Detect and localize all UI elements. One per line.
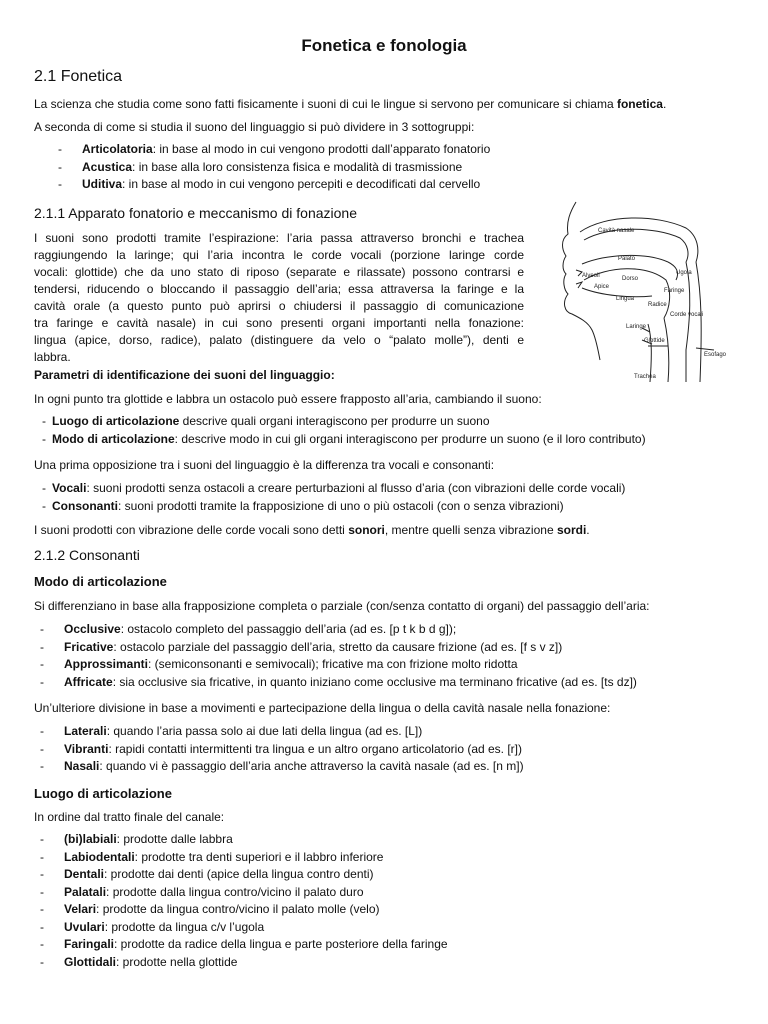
- desc: : quando l’aria passa solo ai due lati della lingua (ad es. [L]): [106, 724, 423, 738]
- list-item: - Glottidali: prodotte nella glottide: [40, 954, 238, 969]
- list-item: - Nasali: quando vi è passaggio dell’aria anche attraverso la cavità nasale (ad es. [n m]): [40, 759, 524, 773]
- desc: descrive quali organi interagiscono per produrre un suono: [179, 414, 490, 428]
- section-2-1-2-heading: 2.1.2 Consonanti: [34, 547, 140, 563]
- sottogruppi-list: [58, 141, 490, 194]
- vocal-tract-svg: [536, 200, 734, 385]
- modo-intro: Si differenziano in base alla frapposizione completa o parziale (con/senza contatto di organi) del passaggio dell’aria:: [34, 599, 650, 613]
- page-title: Fonetica e fonologia: [301, 36, 467, 55]
- term: Articolatoria: [82, 142, 153, 156]
- list-item: - Velari: prodotte da lingua contro/vicino il palato molle (velo): [40, 902, 380, 916]
- modo-list: [40, 621, 637, 691]
- term-fonetica: fonetica: [616, 97, 663, 111]
- label-corde-vocali: Corde vocali: [670, 312, 704, 318]
- term: Fricative: [64, 639, 114, 654]
- label-laringe: Laringe: [626, 324, 647, 330]
- term: Faringali: [64, 937, 115, 951]
- term: Approssimanti: [64, 657, 149, 671]
- opposizione-intro: Una prima opposizione tra i suoni del linguaggio è la differenza tra vocali e consonanti:: [34, 458, 495, 472]
- term: Affricate: [64, 674, 113, 689]
- term: Dentali: [64, 867, 105, 881]
- list-item: - Vibranti: rapidi contatti intermittenti tra lingua e un altro organo articolatorio (ad es. [r]): [40, 741, 523, 756]
- list-item: - Affricate: sia occlusive sia fricative, in quanto iniziano come occlusive ma terminano fricative (ad es. [ts dz]): [40, 674, 637, 689]
- desc: : prodotte dai denti (apice della lingua contro denti): [104, 867, 374, 881]
- vocal-tract-diagram: [536, 200, 734, 385]
- desc: : in base al modo in cui vengono prodotti dall’apparato fonatorio: [152, 142, 491, 156]
- list-item: - Acustica: in base alla loro consistenza fisica e modalità di trasmissione: [58, 159, 463, 174]
- term: Vibranti: [64, 741, 109, 756]
- term: Luogo di articolazione: [52, 414, 180, 428]
- label-lingua: Lingua: [616, 296, 635, 302]
- desc: : in base alla loro consistenza fisica e modalità di trasmissione: [132, 159, 463, 174]
- section-2-1-1-heading: 2.1.1 Apparato fonatorio e meccanismo di fonazione: [34, 205, 357, 221]
- list-item: - Consonanti: suoni prodotti tramite la frapposizione di uno o più ostacoli (con o senza vibrazioni): [42, 498, 564, 513]
- sottogruppi-intro: A seconda di come si studia il suono del linguaggio si può dividere in 3 sottogruppi:: [34, 120, 475, 134]
- term: Palatali: [64, 884, 107, 899]
- desc: : ostacolo parziale del passaggio dell’aria, stretto da causare frizione (ad es. [f s v z]): [113, 639, 563, 654]
- luogo-heading: Luogo di articolazione: [34, 786, 172, 801]
- text: .: [662, 97, 667, 111]
- list-item: - Approssimanti: (semiconsonanti e semivocali); fricative ma con frizione molto ridotta: [40, 657, 518, 671]
- modo-heading: Modo di articolazione: [34, 574, 167, 589]
- sonori-sordi: [34, 522, 744, 539]
- label-cavita-nasale: Cavità nasale: [598, 228, 635, 234]
- list-item: - Vocali: suoni prodotti senza ostacoli a creare perturbazioni al flusso d’aria (con vibrazioni delle corde vocali): [42, 481, 626, 495]
- term: (bi)labiali: [64, 832, 117, 846]
- desc: : prodotte da radice della lingua e parte posteriore della faringe: [114, 937, 448, 951]
- list-item: - Uvulari: prodotte da lingua c/v l’ugola: [40, 919, 265, 934]
- desc: : quando vi è passaggio dell’aria anche attraverso la cavità nasale (ad es. [n m]): [99, 759, 524, 773]
- line: vocali: glottide) che da uno stato di riposo (separate e rilassate) possono contrarsi e: [34, 265, 524, 279]
- term: Occlusive: [64, 622, 121, 636]
- term: Consonanti: [52, 498, 118, 513]
- label-faringe: Faringe: [664, 288, 685, 294]
- parametri-list: [34, 413, 646, 448]
- list-item: - Faringali: prodotte da radice della lingua e parte posteriore della faringe: [40, 937, 448, 951]
- list-item: - (bi)labiali: prodotte dalle labbra: [40, 832, 233, 846]
- desc: : prodotte da lingua c/v l’ugola: [104, 919, 265, 934]
- line: labbra.: [34, 350, 71, 364]
- desc: : ostacolo completo del passaggio dell’aria (ad es. [p t k b d g]);: [120, 622, 457, 636]
- luogo-intro: In ordine dal tratto finale del canale:: [34, 810, 225, 824]
- term: Uditiva: [82, 177, 123, 191]
- list-item: - Laterali: quando l’aria passa solo ai due lati della lingua (ad es. [L]): [40, 724, 423, 738]
- desc: : prodotte dalle labbra: [116, 832, 233, 846]
- desc: : prodotte da lingua contro/vicino il palato molle (velo): [96, 902, 380, 916]
- line: cavità orale (a questo punto può aprirsi o chiudersi il passaggio di comunicazione: [34, 299, 524, 313]
- section-2-1-heading: 2.1 Fonetica: [34, 68, 123, 85]
- term: Glottidali: [64, 954, 116, 969]
- text: La scienza che studia come sono fatti fisicamente i suoni di cui le lingue si servono per comunicare si chiama: [34, 97, 617, 111]
- opposizione-list: [34, 480, 625, 515]
- desc: : suoni prodotti senza ostacoli a creare perturbazioni al flusso d’aria (con vibrazioni delle corde vocali): [86, 481, 626, 495]
- desc: : rapidi contatti intermittenti tra lingua e un altro organo articolatorio (ad es. [r]): [108, 741, 523, 756]
- desc: : prodotte nella glottide: [116, 954, 238, 969]
- label-radice: Radice: [648, 302, 667, 308]
- term-sonori: sonori: [348, 523, 385, 537]
- label-esofago: Esofago: [704, 352, 727, 358]
- list-item: - Dentali: prodotte dai denti (apice della lingua contro denti): [40, 867, 374, 881]
- desc: : (semiconsonanti e semivocali); fricative ma con frizione molto ridotta: [148, 657, 518, 671]
- term: Acustica: [82, 159, 133, 174]
- term: Velari: [64, 902, 97, 916]
- desc: : suoni prodotti tramite la frapposizione di uno o più ostacoli (con o senza vibrazioni): [118, 498, 564, 513]
- desc: : in base al modo in cui vengono percepiti e decodificati dal cervello: [122, 177, 481, 191]
- line: raggiungendo la laringe; qui l’aria incontra le corde vocali (porzione laringe corde: [34, 248, 524, 262]
- line: tra faringe e cavità nasale) in cui sono presenti organi importanti nella fonazione:: [34, 316, 524, 330]
- list-item: - Articolatoria: in base al modo in cui vengono prodotti dall’apparato fonatorio: [58, 142, 491, 156]
- label-glottide: Glottide: [644, 338, 665, 344]
- list-item: - Occlusive: ostacolo completo del passaggio dell’aria (ad es. [p t k b d g]);: [40, 622, 457, 636]
- term: Labiodentali: [64, 849, 135, 864]
- list-item: - Uditiva: in base al modo in cui vengono percepiti e decodificati dal cervello: [58, 177, 481, 191]
- parametri-intro: In ogni punto tra glottide e labbra un ostacolo può essere frapposto all’aria, cambiando il suono:: [34, 392, 542, 406]
- term-sordi: sordi: [556, 523, 587, 537]
- fonetica-definition: [34, 96, 734, 113]
- ulteriore-list: [40, 723, 524, 776]
- label-apice: Apice: [594, 284, 610, 290]
- text: I suoni prodotti con vibrazione delle corde vocali sono detti: [34, 523, 349, 537]
- list-item: - Labiodentali: prodotte tra denti superiori e il labbro inferiore: [40, 849, 384, 864]
- list-item: - Fricative: ostacolo parziale del passaggio dell’aria, stretto da causare frizione (ad es. [f s v z]): [40, 639, 563, 654]
- desc: : prodotte tra denti superiori e il labbro inferiore: [134, 849, 384, 864]
- line: tendersi, riducendo o bloccando il passaggio dell’aria; essa attraversa la faringe e la: [34, 282, 524, 296]
- label-dorso: Dorso: [622, 276, 639, 282]
- term: Laterali: [64, 724, 107, 738]
- label-trachea: Trachea: [634, 374, 656, 380]
- term: Nasali: [64, 759, 100, 773]
- label-ugola: Ugola: [676, 270, 692, 276]
- term: Uvulari: [64, 919, 105, 934]
- list-item: - Palatali: prodotte dalla lingua contro/vicino il palato duro: [40, 884, 364, 899]
- label-alveoli: Alveoli: [582, 273, 600, 279]
- term: Vocali: [52, 481, 87, 495]
- desc: : descrive modo in cui gli organi interagiscono per produrre un suono (e il loro contributo): [174, 431, 646, 446]
- list-item: - Luogo di articolazione descrive quali organi interagiscono per produrre un suono: [42, 414, 490, 428]
- desc: : prodotte dalla lingua contro/vicino il palato duro: [106, 884, 364, 899]
- parametri-heading: Parametri di identificazione dei suoni del linguaggio:: [34, 368, 335, 382]
- list-item: - Modo di articolazione: descrive modo in cui gli organi interagiscono per produrre un suono (e il loro contributo): [42, 431, 646, 446]
- line: lingua (apice, dorso, radice), palato (distinguere da velo o “palato molle”), denti e: [34, 333, 524, 347]
- luogo-list: [40, 831, 448, 971]
- ulteriore-intro: Un’ulteriore divisione in base a movimenti e partecipazione della lingua o della cavità nasale nella fonazione:: [34, 701, 611, 715]
- text: .: [586, 523, 590, 537]
- text: , mentre quelli senza vibrazione: [384, 523, 557, 537]
- line: I suoni sono prodotti tramite l’espirazione: l’aria passa attraverso bronchi e trachea: [34, 231, 524, 245]
- fonazione-paragraph: [34, 230, 524, 366]
- term: Modo di articolazione: [52, 431, 175, 446]
- desc: : sia occlusive sia fricative, in quanto iniziano come occlusive ma terminano fricative (ad es. [ts dz]): [112, 674, 637, 689]
- label-palato: Palato: [618, 256, 636, 262]
